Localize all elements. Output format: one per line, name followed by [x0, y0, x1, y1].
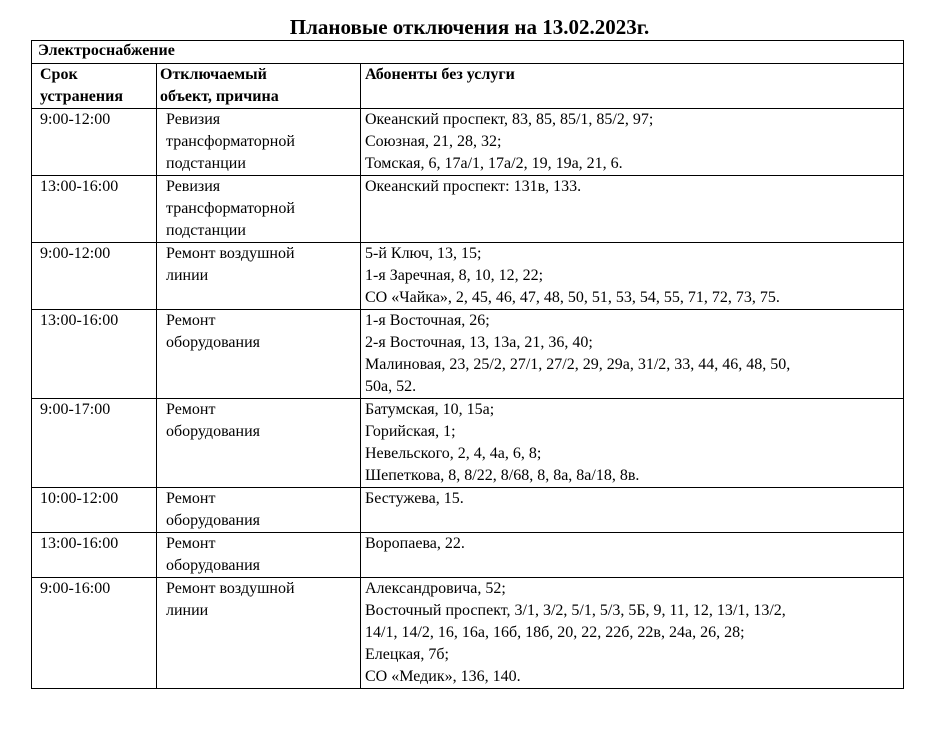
- table-row: [32, 310, 904, 399]
- cell-object-line: оборудования: [166, 512, 260, 529]
- cell-object-line: оборудования: [166, 423, 260, 440]
- cell-time: 9:00-12:00: [32, 109, 157, 176]
- cell-object-line: Ремонт воздушной: [166, 245, 295, 262]
- subscriber-line: Невельского, 2, 4, 4а, 6, 8;: [365, 445, 542, 462]
- subscriber-line: Океанский проспект, 83, 85, 85/1, 85/2, 97;: [365, 111, 654, 128]
- table-row: [32, 399, 904, 488]
- subscriber-line: Шепеткова, 8, 8/22, 8/68, 8, 8а, 8а/18, 8в.: [365, 467, 640, 484]
- subscriber-line: 50а, 52.: [365, 378, 417, 395]
- cell-subscribers: [361, 578, 904, 689]
- cell-subscribers: [361, 243, 904, 310]
- subscriber-line: Восточный проспект, 3/1, 3/2, 5/1, 5/3, 5Б, 9, 11, 12, 13/1, 13/2,: [365, 602, 786, 619]
- subscriber-line: Воропаева, 22.: [365, 535, 465, 552]
- header-subscribers: [361, 64, 904, 109]
- cell-object-line: Ревизия: [166, 178, 221, 195]
- cell-object: [157, 176, 361, 243]
- cell-object-line: Ревизия: [166, 111, 221, 128]
- subscriber-line: Батумская, 10, 15а;: [365, 401, 495, 418]
- header-subscribers-line: Абоненты без услуги: [365, 66, 515, 83]
- cell-time: 9:00-16:00: [32, 578, 157, 689]
- page-title: Плановые отключения на 13.02.2023г.: [289, 15, 650, 39]
- subscriber-line: 1-я Восточная, 26;: [365, 312, 490, 329]
- table-row: [32, 533, 904, 578]
- subscriber-line: 1-я Заречная, 8, 10, 12, 22;: [365, 267, 544, 284]
- table-row: [32, 109, 904, 176]
- section-row: [32, 41, 904, 64]
- cell-object-line: Ремонт: [166, 312, 216, 329]
- cell-subscribers: [361, 109, 904, 176]
- subscriber-line: Александровича, 52;: [365, 580, 506, 597]
- subscriber-line: Малиновая, 23, 25/2, 27/1, 27/2, 29, 29а, 31/2, 33, 44, 46, 48, 50,: [365, 356, 791, 373]
- subscriber-line: 5-й Ключ, 13, 15;: [365, 245, 482, 262]
- subscriber-line: СО «Чайка», 2, 45, 46, 47, 48, 50, 51, 53, 54, 55, 71, 72, 73, 75.: [365, 289, 780, 306]
- outage-table: [31, 40, 904, 689]
- cell-object-line: трансформаторной: [166, 133, 295, 150]
- subscriber-line: 2-я Восточная, 13, 13а, 21, 36, 40;: [365, 334, 593, 351]
- cell-time: 9:00-17:00: [32, 399, 157, 488]
- cell-object: [157, 578, 361, 689]
- subscriber-line: Союзная, 21, 28, 32;: [365, 133, 502, 150]
- subscriber-line: 14/1, 14/2, 16, 16а, 16б, 18б, 20, 22, 22б, 22в, 24а, 26, 28;: [365, 624, 745, 641]
- cell-object-line: подстанции: [166, 222, 246, 239]
- cell-object-line: линии: [166, 267, 209, 284]
- table-row: [32, 243, 904, 310]
- cell-object-line: Ремонт воздушной: [166, 580, 295, 597]
- cell-object-line: линии: [166, 602, 209, 619]
- cell-object-line: оборудования: [166, 557, 260, 574]
- cell-subscribers: [361, 533, 904, 578]
- cell-object: [157, 109, 361, 176]
- header-time-line: Срок: [40, 66, 78, 83]
- cell-object: [157, 243, 361, 310]
- cell-time: 10:00-12:00: [32, 488, 157, 533]
- cell-object-line: Ремонт: [166, 490, 216, 507]
- cell-time: 13:00-16:00: [32, 176, 157, 243]
- cell-object-line: трансформаторной: [166, 200, 295, 217]
- cell-object-line: Ремонт: [166, 401, 216, 418]
- table-row: [32, 176, 904, 243]
- header-object: [157, 64, 361, 109]
- table-row: [32, 578, 904, 689]
- cell-object: [157, 533, 361, 578]
- header-object-line: объект, причина: [160, 88, 279, 105]
- subscriber-line: Елецкая, 7б;: [365, 646, 449, 663]
- subscriber-line: СО «Медик», 136, 140.: [365, 668, 521, 685]
- subscriber-line: Океанский проспект: 131в, 133.: [365, 178, 582, 195]
- cell-time: 13:00-16:00: [32, 533, 157, 578]
- cell-object: [157, 488, 361, 533]
- cell-subscribers: [361, 176, 904, 243]
- header-time: [32, 64, 157, 109]
- header-row: [32, 64, 904, 109]
- header-object-line: Отключаемый: [160, 66, 267, 83]
- cell-subscribers: [361, 310, 904, 399]
- subscriber-line: Горийская, 1;: [365, 423, 456, 440]
- cell-subscribers: [361, 399, 904, 488]
- subscriber-line: Томская, 6, 17а/1, 17а/2, 19, 19а, 21, 6.: [365, 155, 623, 172]
- cell-subscribers: [361, 488, 904, 533]
- cell-object: [157, 399, 361, 488]
- table-row: [32, 488, 904, 533]
- cell-time: 13:00-16:00: [32, 310, 157, 399]
- cell-object-line: подстанции: [166, 155, 246, 172]
- cell-object-line: Ремонт: [166, 535, 216, 552]
- subscriber-line: Бестужева, 15.: [365, 490, 464, 507]
- cell-object: [157, 310, 361, 399]
- section-title: Электроснабжение: [32, 41, 904, 64]
- cell-time: 9:00-12:00: [32, 243, 157, 310]
- cell-object-line: оборудования: [166, 334, 260, 351]
- header-time-line: устранения: [40, 88, 123, 105]
